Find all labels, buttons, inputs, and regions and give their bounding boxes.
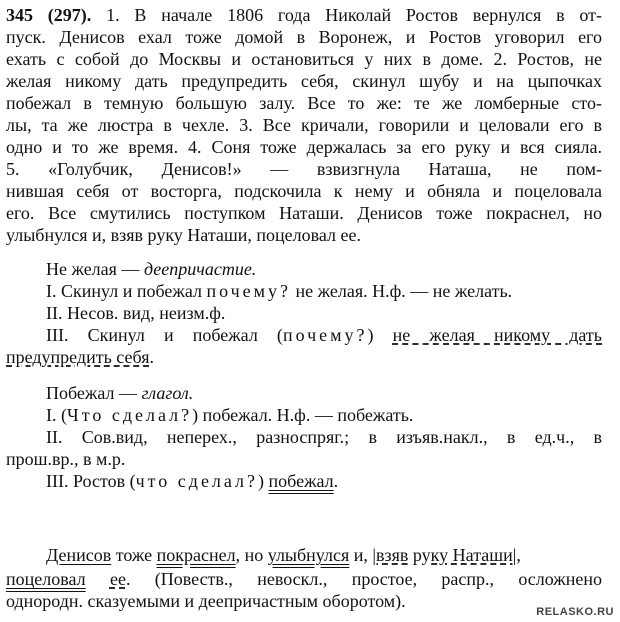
sentence-line-2: поцеловал ее. (Повеств., невоскл., простое, распр., осложнено bbox=[6, 569, 602, 589]
subject-word: Денисов bbox=[46, 545, 112, 565]
exercise-line-10: его. Все смутились поступком Наташи. Денисов тоже покраснел, но bbox=[6, 203, 602, 223]
exercise-line-1: 345 (297). 1. В начале 1806 года Николай Ростов вернулся в от- bbox=[6, 5, 603, 25]
analysis1-line-1: I. Скинул и побежал почему? не желая. Н.ф. — не желать. bbox=[46, 281, 513, 301]
exercise-line-4: желая никому дать предупредить себя, скинул шубу и на цыпочках bbox=[6, 71, 602, 91]
analysis1-heading: Не желая — деепричастие. bbox=[46, 259, 257, 279]
exercise-line-3: ехать с собой до Москвы и остановиться у них в доме. 2. Ростов, не bbox=[6, 49, 602, 69]
sentence-line-1: Денисов тоже покраснел, но улыбнулся и, |взяв руку Наташи|, bbox=[46, 545, 521, 565]
exercise-line-9: нившая себя от восторга, подскочила к нему и обняла и поцеловала bbox=[6, 181, 602, 201]
predicate-word: покраснел bbox=[156, 545, 236, 565]
analysis2-heading: Побежал — глагол. bbox=[46, 383, 194, 403]
analysis1-line-3: III. Скинул и побежал (почему?) не желая никому дать bbox=[46, 325, 602, 345]
object-word: ее bbox=[109, 569, 126, 589]
analysis2-line-2: II. Сов.вид, неперех., разноспряг.; в изъяв.накл., в ед.ч., в bbox=[46, 427, 602, 447]
participle-phrase: |взяв руку Наташи| bbox=[372, 545, 517, 565]
exercise-line-11: улыбнулся и, взяв руку Наташи, поцеловал ее. bbox=[6, 225, 362, 245]
analysis2-line-4: III. Ростов (что сделал?) побежал. bbox=[46, 471, 339, 491]
exercise-line-6: лы, та же люстра в чехле. 3. Все кричали, говорили и целовали его в bbox=[6, 115, 602, 135]
analysis2-line-1: I. (Что сделал?) побежал. Н.ф. — побежать. bbox=[46, 405, 414, 425]
analysis1-line-2: II. Несов. вид, неизм.ф. bbox=[46, 303, 226, 323]
sentence-line-3: однородн. сказуемыми и деепричастным оборотом). bbox=[6, 591, 406, 611]
analysis1-line-4: предупредить себя. bbox=[6, 347, 154, 367]
analysis2-line-3: прош.вр., в м.р. bbox=[6, 449, 126, 469]
predicate-word: улыбнулся bbox=[267, 545, 350, 565]
exercise-line-8: 5. «Голубчик, Денисов!» — взвизгнула Наташа, не пом- bbox=[6, 159, 602, 179]
watermark: RELASKO.RU bbox=[536, 606, 614, 618]
predicate-word: поцеловал bbox=[6, 569, 86, 589]
exercise-line-2: пуск. Денисов ехал тоже домой в Воронеж, и Ростов уговорил его bbox=[6, 27, 602, 47]
exercise-line-5: побежал в темную большую залу. Все то же: те же ломберные сто- bbox=[6, 93, 602, 113]
exercise-number: 345 (297). bbox=[6, 5, 92, 25]
exercise-line-7: одно и то же время. 4. Соня тоже держалась за его руку и вся сияла. bbox=[6, 137, 602, 157]
